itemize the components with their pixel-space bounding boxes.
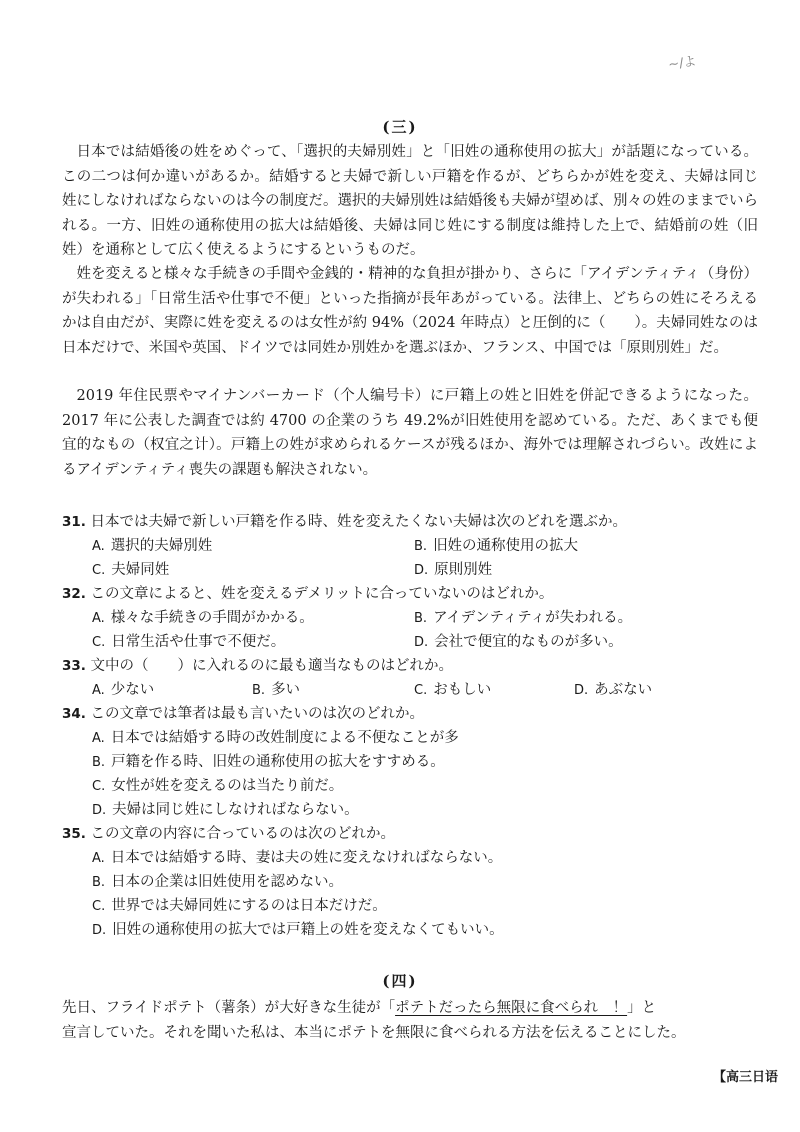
- option-33-b[interactable]: B. 多い: [252, 682, 301, 698]
- option-35-b[interactable]: B. 日本の企業は旧姓使用を認めない。: [92, 874, 344, 890]
- option-34-c[interactable]: C. 女性が姓を変えるのは当たり前だ。: [92, 778, 344, 794]
- section-4-line-1: 先日、フライドポテト（薯条）が大好きな生徒が「ポテトだったら無限に食べられ ！」と: [62, 1000, 657, 1016]
- handwritten-note: ~/よ: [667, 54, 698, 73]
- option-34-a[interactable]: A. 日本では結婚する時の改姓制度による不便なことが多: [92, 730, 459, 746]
- question-number: 33.: [62, 658, 86, 674]
- question-number: 32.: [62, 586, 86, 602]
- question-34: [62, 702, 762, 726]
- option-35-d[interactable]: D. 旧姓の通称使用の拡大では戸籍上の姓を変えなくてもいい。: [92, 922, 504, 938]
- option-32-b[interactable]: B. アイデンティティが失われる。: [414, 610, 633, 626]
- question-32: [62, 582, 762, 606]
- option-34-d[interactable]: D. 夫婦は同じ姓にしなければならない。: [92, 802, 359, 818]
- question-text: 文中の（ ）に入れるのに最も適当なものはどれか。: [90, 658, 454, 674]
- question-text: この文章では筆者は最も言いたいのは次のどれか。: [90, 706, 425, 722]
- question-33: [62, 654, 762, 678]
- option-35-c[interactable]: C. 世界では夫婦同姓にするのは日本だけだ。: [92, 898, 387, 914]
- option-31-d[interactable]: D. 原則別姓: [414, 562, 493, 578]
- section-4-title: (四): [382, 972, 418, 990]
- underlined-quote: ポテトだったら無限に食べられ ！: [395, 1000, 628, 1016]
- option-33-a[interactable]: A. 少ない: [92, 682, 155, 698]
- section-3-title: (三): [382, 118, 418, 136]
- footer-label: 【高三日语: [712, 1070, 778, 1085]
- option-33-c[interactable]: C. おもしい: [414, 682, 492, 698]
- question-text: 日本では夫婦で新しい戸籍を作る時、姓を変えたくない夫婦は次のどれを選ぶか。: [90, 514, 628, 530]
- section-4-line-2: 宣言していた。それを聞いた私は、本当にポテトを無限に食べられる方法を伝えることにした。: [62, 1025, 686, 1041]
- section-3-paragraph-3: 2019 年住民票やマイナンバーカード（个人编号卡）に戸籍上の姓と旧姓を併記できるようになった。2017 年に公表した調査では約 4700 の企業のうち 49.2%が旧姓使用を認めている。ただ、あくまでも便宜的なもの（权宜之计）。戸籍上の姓が求められるケースが残るほか、海外では理解されづらい。改姓によるアイデンティティ喪失の課題も解決されない。: [62, 388, 758, 478]
- option-31-c[interactable]: C. 夫婦同姓: [92, 562, 170, 578]
- option-31-b[interactable]: B. 旧姓の通称使用の拡大: [414, 538, 579, 554]
- option-32-c[interactable]: C. 日常生活や仕事で不便だ。: [92, 634, 286, 650]
- option-35-a[interactable]: A. 日本では結婚する時、妻は夫の姓に変えなければならない。: [92, 850, 503, 866]
- question-number: 35.: [62, 826, 86, 842]
- question-number: 31.: [62, 514, 86, 530]
- option-32-a[interactable]: A. 様々な手続きの手間がかかる。: [92, 610, 314, 626]
- section-3-paragraph-1: 日本では結婚後の姓をめぐって、「選択的夫婦別姓」と「旧姓の通称使用の拡大」が話題になっている。この二つは何か違いがあるか。結婚すると夫婦で新しい戸籍を作るが、どちらかが姓を変え、夫婦は同じ姓にしなければならないのは今の制度だ。選択的夫婦別姓は結婚後も夫婦が望めば、別々の姓のままでいられる。一方、旧姓の通称使用の拡大は結婚後、夫婦は同じ姓にする制度は維持した上で、結婚前の姓（旧姓）を通称として広く使えるようにするというものだ。: [62, 144, 758, 258]
- option-31-a[interactable]: A. 選択的夫婦別姓: [92, 538, 213, 554]
- question-text: この文章によると、姓を変えるデメリットに合っていないのはどれか。: [90, 586, 554, 602]
- option-32-d[interactable]: D. 会社で便宜的なものが多い。: [414, 634, 623, 650]
- question-31: [62, 510, 762, 534]
- option-33-d[interactable]: D. あぶない: [574, 682, 653, 698]
- option-34-b[interactable]: B. 戸籍を作る時、旧姓の通称使用の拡大をすすめる。: [92, 754, 445, 770]
- question-number: 34.: [62, 706, 86, 722]
- section-3-paragraph-2: 姓を変えると様々な手続きの手間や金銭的・精神的な負担が掛かり、さらに「アイデンティティ（身份）が失われる」「日常生活や仕事で不便」といった指摘が長年あがっている。法律上、どちらの姓にそろえるかは自由だが、実際に姓を変えるのは女性が約 94%（2024 年時点）と圧倒的に（ ）。夫婦同姓なのは日本だけで、米国や英国、ドイツでは同姓か別姓かを選ぶほか、フランス、中国では「原則別姓」だ。: [62, 266, 758, 356]
- question-35: [62, 822, 762, 846]
- question-text: この文章の内容に合っているのは次のどれか。: [90, 826, 396, 842]
